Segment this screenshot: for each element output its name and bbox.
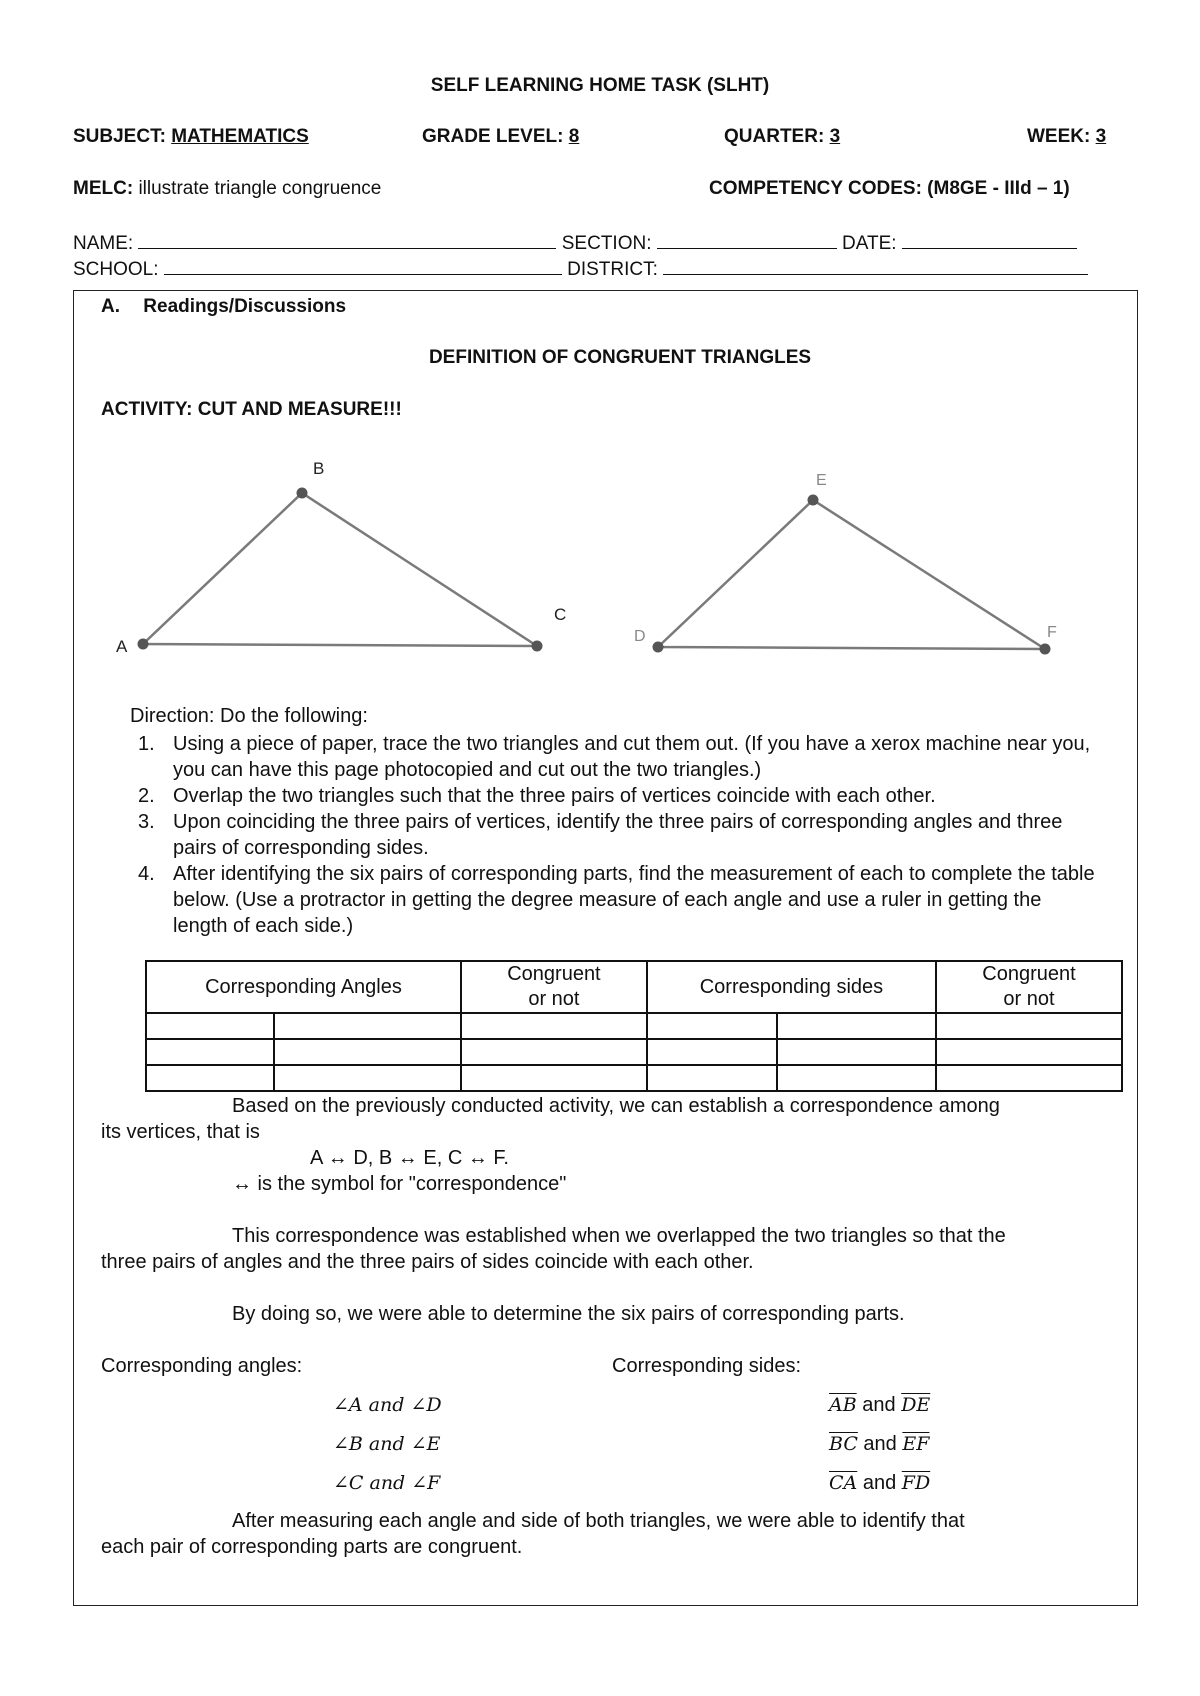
paragraph-1-line-1: Based on the previously conducted activity, we can establish a correspondence among bbox=[232, 1095, 1000, 1117]
paragraph-2-line-2: three pairs of angles and the three pairs of sides coincide with each other. bbox=[101, 1251, 754, 1273]
direction-steps bbox=[130, 731, 1100, 939]
school-label: SCHOOL: bbox=[73, 259, 159, 280]
table-cell[interactable] bbox=[777, 1065, 936, 1091]
school-field[interactable] bbox=[164, 256, 562, 275]
triangle-abc-outline bbox=[143, 493, 537, 646]
vertex-f-label: F bbox=[1047, 624, 1057, 641]
table-cell[interactable] bbox=[936, 1013, 1122, 1039]
table-cell[interactable] bbox=[146, 1013, 274, 1039]
corresponding-angles-label: Corresponding angles: bbox=[101, 1355, 303, 1377]
subject-value: MATHEMATICS bbox=[171, 126, 309, 147]
side-pair: $\overline{CA}$ and $\overline{FD}$ bbox=[829, 1472, 931, 1494]
vertex-b-label: B bbox=[313, 459, 325, 478]
table-cell[interactable] bbox=[274, 1013, 461, 1039]
table-header-row bbox=[146, 961, 1122, 1013]
subject-label: SUBJECT: bbox=[73, 126, 166, 147]
melc-field bbox=[73, 178, 381, 200]
table-cell[interactable] bbox=[461, 1013, 647, 1039]
activity-title: ACTIVITY: CUT AND MEASURE!!! bbox=[101, 399, 402, 420]
angle-pair: ∠B and ∠E bbox=[333, 1433, 441, 1455]
angle-pair: ∠C and ∠F bbox=[333, 1472, 441, 1494]
quarter-field bbox=[724, 126, 840, 148]
table-cell[interactable] bbox=[647, 1039, 777, 1065]
melc-value: illustrate triangle congruence bbox=[138, 178, 382, 199]
vertex-c-label: C bbox=[554, 605, 567, 624]
table-cell[interactable] bbox=[274, 1065, 461, 1091]
table-cell[interactable] bbox=[777, 1013, 936, 1039]
section-field[interactable] bbox=[657, 230, 837, 249]
header-corresponding-sides: Corresponding sides bbox=[647, 961, 936, 1013]
side-pair: $\overline{BC}$ and $\overline{EF}$ bbox=[829, 1433, 930, 1455]
table-row bbox=[146, 1039, 1122, 1065]
table-cell[interactable] bbox=[647, 1013, 777, 1039]
district-field[interactable] bbox=[663, 256, 1088, 275]
section-a-title: Readings/Discussions bbox=[143, 296, 347, 317]
corresponding-sides-label: Corresponding sides: bbox=[612, 1355, 801, 1377]
triangle-abc bbox=[116, 459, 566, 656]
table-cell[interactable] bbox=[274, 1039, 461, 1065]
page-title: SELF LEARNING HOME TASK (SLHT) bbox=[430, 75, 770, 96]
vertex-a-label: A bbox=[116, 637, 128, 656]
direction-step: 4. After identifying the six pairs of corresponding parts, find the measurement of each to complete the table below. (Use a protractor in getting the degree measure of each angle and use a ruler in getting the length of each side.) bbox=[138, 863, 1095, 937]
competency-codes: COMPETENCY CODES: (M8GE - IIId – 1) bbox=[709, 178, 1070, 199]
name-field[interactable] bbox=[138, 230, 556, 249]
week-field bbox=[1027, 126, 1106, 148]
date-field[interactable] bbox=[902, 230, 1077, 249]
vertex-e-point bbox=[808, 495, 819, 506]
triangle-def-outline bbox=[658, 500, 1045, 649]
date-label: DATE: bbox=[842, 233, 897, 254]
grade-field bbox=[422, 126, 579, 148]
paragraph-2-line-1: This correspondence was established when we overlapped the two triangles so that the bbox=[232, 1225, 1006, 1247]
name-label: NAME: bbox=[73, 233, 134, 254]
triangles-figure bbox=[0, 440, 1200, 670]
paragraph-1-line-2: its vertices, that is bbox=[101, 1121, 260, 1143]
melc-label: MELC: bbox=[73, 178, 134, 199]
subject-field bbox=[73, 126, 309, 148]
quarter-value: 3 bbox=[829, 126, 841, 147]
table-row bbox=[146, 1065, 1122, 1091]
table-cell[interactable] bbox=[146, 1065, 274, 1091]
definition-title: DEFINITION OF CONGRUENT TRIANGLES bbox=[428, 347, 812, 368]
name-row bbox=[73, 230, 1077, 255]
paragraph-4-line-1: After measuring each angle and side of both triangles, we were able to identify that bbox=[232, 1510, 965, 1532]
week-value: 3 bbox=[1095, 126, 1107, 147]
header-sides-congruent: Congruent or not bbox=[936, 961, 1122, 1013]
section-a-letter: A. bbox=[101, 296, 120, 317]
table-cell[interactable] bbox=[936, 1039, 1122, 1065]
vertex-c-point bbox=[532, 641, 543, 652]
district-label: DISTRICT: bbox=[567, 259, 658, 280]
side-pair: $\overline{AB}$ and $\overline{DE}$ bbox=[829, 1394, 931, 1416]
table-row bbox=[146, 1013, 1122, 1039]
paragraph-3: By doing so, we were able to determine the six pairs of corresponding parts. bbox=[232, 1303, 905, 1325]
table-cell[interactable] bbox=[461, 1065, 647, 1091]
grade-label: GRADE LEVEL: bbox=[422, 126, 564, 147]
table-cell[interactable] bbox=[936, 1065, 1122, 1091]
section-a-heading bbox=[101, 296, 346, 318]
table-cell[interactable] bbox=[461, 1039, 647, 1065]
vertex-a-point bbox=[138, 639, 149, 650]
direction-intro: Direction: Do the following: bbox=[130, 705, 368, 727]
triangle-def bbox=[634, 472, 1057, 655]
measurement-table bbox=[145, 960, 1123, 1092]
section-label: SECTION: bbox=[561, 233, 652, 254]
table-cell[interactable] bbox=[146, 1039, 274, 1065]
correspondence-statement: A ↔ D, B ↔ E, C ↔ F. bbox=[310, 1147, 509, 1169]
vertex-b-point bbox=[297, 488, 308, 499]
paragraph-4-line-2: each pair of corresponding parts are congruent. bbox=[101, 1536, 523, 1558]
header-corresponding-angles: Corresponding Angles bbox=[146, 961, 461, 1013]
vertex-f-point bbox=[1040, 644, 1051, 655]
vertex-d-point bbox=[653, 642, 664, 653]
quarter-label: QUARTER: bbox=[724, 126, 825, 147]
school-row bbox=[73, 256, 1088, 281]
direction-step: 3. Upon coinciding the three pairs of vertices, identify the three pairs of corresponding angles and three pairs of corresponding sides. bbox=[138, 811, 1063, 859]
header-angles-congruent: Congruent or not bbox=[461, 961, 647, 1013]
grade-value: 8 bbox=[568, 126, 580, 147]
table-cell[interactable] bbox=[647, 1065, 777, 1091]
vertex-e-label: E bbox=[816, 472, 827, 489]
week-label: WEEK: bbox=[1027, 126, 1091, 147]
table-cell[interactable] bbox=[777, 1039, 936, 1065]
direction-step: 1. Using a piece of paper, trace the two triangles and cut them out. (If you have a xerox machine near you, you can have this page photocopied and cut out the two triangles.) bbox=[138, 733, 1091, 781]
direction-step: 2. Overlap the two triangles such that the three pairs of vertices coincide with each other. bbox=[138, 785, 936, 807]
angle-pair: ∠A and ∠D bbox=[333, 1394, 442, 1416]
vertex-d-label: D bbox=[634, 628, 646, 645]
symbol-note: ↔ is the symbol for "correspondence" bbox=[232, 1173, 567, 1195]
